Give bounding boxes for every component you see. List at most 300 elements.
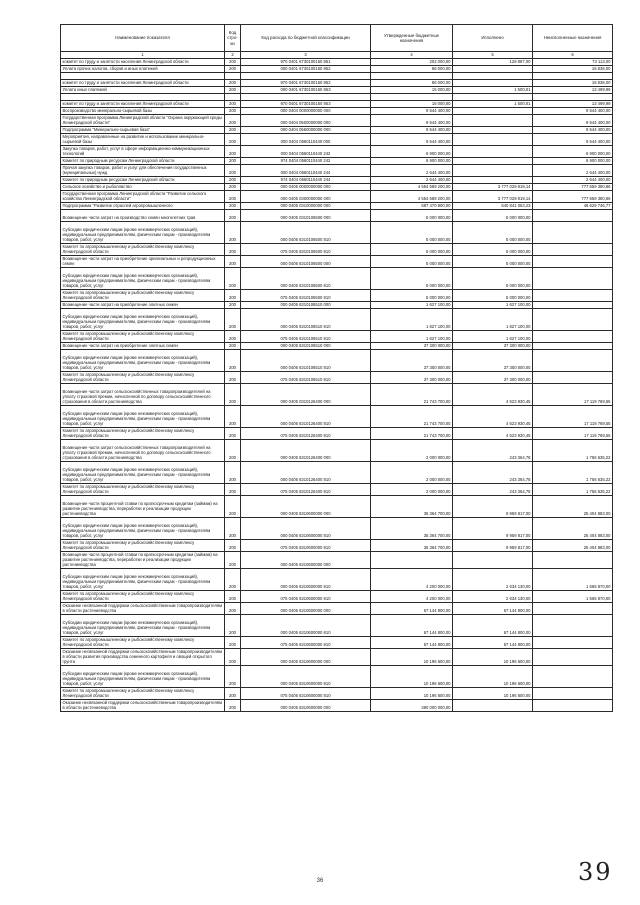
row-executed-cell (453, 127, 533, 134)
row-budget-code-cell: 075 0405 6310106500 810 (241, 244, 371, 256)
row-budget-code-cell: 970 0401 6730100150 853 (241, 101, 371, 108)
row-unexecuted-cell: 2 644 400,00 (533, 177, 613, 184)
row-approved-cell (371, 552, 453, 569)
row-budget-code-cell: 000 0405 6310600000 000 (241, 603, 371, 615)
row-executed-cell: 4 623 930,45 (453, 428, 533, 440)
table-row (61, 268, 613, 290)
row-unexecuted-cell: 9 544 400,00 (533, 108, 613, 115)
row-line-code-cell: 200 (225, 591, 241, 603)
row-executed-cell: 2 634 130,00 (453, 569, 533, 591)
row-executed-cell (453, 134, 533, 146)
row-line-code-cell: 200 (225, 688, 241, 700)
row-budget-code-cell: 000 0404 0500000000 000 (241, 115, 371, 127)
row-name-cell: Мероприятия, направленные на развитие и использование минерально-сырьевой базы (61, 134, 225, 146)
row-name-cell: Субсидии юридическим лицам (кроме некоммерческих организаций), индивидуальным предпринимателям, физическим лицам - производителям товаров, работ, услуг (61, 350, 225, 372)
row-unexecuted-cell: 2 644 400,00 (533, 165, 613, 177)
table-row (61, 518, 613, 540)
row-name-cell: комитет по труду и занятости населения Ленинградской области (61, 80, 225, 87)
row-name-cell: Уплата иных платежей (61, 87, 225, 94)
row-budget-code-cell: 000 0405 6310106510 000 (241, 343, 371, 350)
table-row (61, 165, 613, 177)
row-name-cell: Комитет по агропромышленному и рыбохозяйственному комплексу Ленинградской области (61, 372, 225, 384)
row-unexecuted-cell (533, 637, 613, 649)
row-approved-cell: 86 000,00 (371, 80, 453, 87)
row-unexecuted-cell: 13 499,99 (533, 87, 613, 94)
row-name-cell: Субсидии юридическим лицам (кроме некоммерческих организаций), индивидуальным предпринимателям, физическим лицам - производителям товаров, работ, услуг (61, 462, 225, 484)
row-budget-code-cell: 000 0405 0310126400 000 (241, 384, 371, 406)
row-approved-cell: 67 144 800,00 (371, 603, 453, 615)
header-executed: Исполнено (453, 25, 533, 52)
row-budget-code-cell (241, 94, 371, 101)
row-line-code-cell: 200 (225, 700, 241, 712)
row-approved-cell: 9 544 400,00 (371, 134, 453, 146)
row-budget-code-cell: 075 0405 6310600000 810 (241, 540, 371, 552)
table-row (61, 688, 613, 700)
row-unexecuted-cell (533, 700, 613, 712)
row-executed-cell (453, 80, 533, 87)
row-name-cell: комитет по труду и занятости населения Ленинградской области (61, 101, 225, 108)
row-name-cell: Комитет по агропромышленному и рыбохозяйственному комплексу Ленинградской области (61, 244, 225, 256)
row-unexecuted-cell: 16 836,00 (533, 80, 613, 87)
row-name-cell: Оказание несвязанной поддержки сельскохозяйственным товаропроизводителям в области растениеводства (61, 603, 225, 615)
row-line-code-cell: 200 (225, 666, 241, 688)
row-approved-cell: 6 900 000,00 (371, 146, 453, 158)
table-row (61, 73, 613, 80)
row-budget-code-cell: 000 0405 6310600000 000 (241, 552, 371, 569)
row-approved-cell: 10 196 600,00 (371, 666, 453, 688)
row-unexecuted-cell: 777 659 380,86 (533, 184, 613, 191)
row-unexecuted-cell (533, 222, 613, 244)
row-name-cell: Подпрограмма "Развитие отраслей агропромышленного (61, 203, 225, 210)
row-line-code-cell: 200 (225, 496, 241, 518)
row-approved-cell (371, 73, 453, 80)
row-executed-cell: 1 500,01 (453, 87, 533, 94)
row-unexecuted-cell: 1 756 635,22 (533, 462, 613, 484)
row-line-code-cell: 200 (225, 101, 241, 108)
row-unexecuted-cell (533, 94, 613, 101)
row-unexecuted-cell (533, 73, 613, 80)
row-name-cell: Возмещение части затрат сельскохозяйственных товаропроизводителей на уплату страховой премии, начисленной по договору сельскохозяйственного страхования в области растениеводства (61, 440, 225, 462)
row-line-code-cell: 200 (225, 440, 241, 462)
row-budget-code-cell: 000 0405 6310600000 810 (241, 615, 371, 637)
row-budget-code-cell: 000 0404 0000000000 000 (241, 108, 371, 115)
row-line-code-cell: 200 (225, 637, 241, 649)
row-approved-cell: 4 200 000,00 (371, 569, 453, 591)
row-approved-cell: 35 364 700,00 (371, 496, 453, 518)
row-approved-cell: 6 900 000,00 (371, 158, 453, 165)
row-budget-code-cell: 000 0405 6310126400 810 (241, 406, 371, 428)
row-unexecuted-cell: 17 119 769,55 (533, 428, 613, 440)
row-approved-cell: 587 470 800,00 (371, 203, 453, 210)
table-row (61, 343, 613, 350)
row-line-code-cell: 200 (225, 569, 241, 591)
table-row (61, 484, 613, 496)
row-unexecuted-cell: 9 544 400,00 (533, 115, 613, 127)
row-unexecuted-cell (533, 372, 613, 384)
row-unexecuted-cell: 6 900 000,00 (533, 146, 613, 158)
row-name-cell: Возмещение части затрат на приобретение элитных семян (61, 302, 225, 309)
row-approved-cell: 15 000,00 (371, 87, 453, 94)
header-line-code: Код стро-ки (225, 25, 241, 52)
row-budget-code-cell: 075 0405 6310600000 810 (241, 637, 371, 649)
row-approved-cell: 21 743 700,00 (371, 428, 453, 440)
row-unexecuted-cell (533, 615, 613, 637)
column-index: 4 (371, 52, 453, 59)
row-name-cell: Возмещение части затрат сельскохозяйственных товаропроизводителей на уплату страховой премии, начисленной по договору сельскохозяйственного страхования в области растениеводства (61, 384, 225, 406)
table-row (61, 101, 613, 108)
table-row (61, 115, 613, 127)
table-row (61, 66, 613, 73)
row-line-code-cell: 200 (225, 331, 241, 343)
row-approved-cell: 2 000 000,00 (371, 484, 453, 496)
row-name-cell: Государственная программа Ленинградской области "Охрана окружающей среды Ленинградской области" (61, 115, 225, 127)
row-line-code-cell: 200 (225, 615, 241, 637)
row-line-code-cell: 200 (225, 290, 241, 302)
row-name-cell: Государственная программа Ленинградской области "Развитие сельского хозяйства Ленинградской области" (61, 191, 225, 203)
row-unexecuted-cell (533, 290, 613, 302)
row-line-code-cell: 200 (225, 603, 241, 615)
row-executed-cell (453, 94, 533, 101)
row-name-cell (61, 94, 225, 101)
row-executed-cell (453, 66, 533, 73)
row-name-cell: Оказание несвязанной поддержки сельскохозяйственным товаропроизводителям в области развития производства семенного картофеля и овощей открытого грунта (61, 649, 225, 666)
row-name-cell: Оказание несвязанной поддержки сельскохозяйственным товаропроизводителям в области растениеводства (61, 700, 225, 712)
budget-execution-table (60, 24, 613, 712)
table-row (61, 372, 613, 384)
row-unexecuted-cell: 1 565 870,00 (533, 591, 613, 603)
row-budget-code-cell: 000 0405 6310600000 000 (241, 649, 371, 666)
table-row (61, 127, 613, 134)
row-name-cell: Субсидии юридическим лицам (кроме некоммерческих организаций), индивидуальным предпринимателям, физическим лицам - производителям товаров, работ, услуг (61, 615, 225, 637)
row-budget-code-cell: 000 0404 0560110440 244 (241, 165, 371, 177)
table-row (61, 290, 613, 302)
row-executed-cell: 2 634 130,00 (453, 591, 533, 603)
table-row (61, 384, 613, 406)
header-budget-classification-code: Код расхода по бюджетной классификации (241, 25, 371, 52)
row-budget-code-cell: 000 0404 0560110440 000 (241, 134, 371, 146)
row-approved-cell: 15 000,00 (371, 101, 453, 108)
table-row (61, 59, 613, 66)
row-budget-code-cell: 000 0405 0000000000 000 (241, 184, 371, 191)
table-row (61, 603, 613, 615)
row-unexecuted-cell (533, 256, 613, 268)
row-executed-cell: 243 364,78 (453, 440, 533, 462)
row-unexecuted-cell: 1 756 635,22 (533, 440, 613, 462)
row-name-cell: Сельское хозяйство и рыболовство (61, 184, 225, 191)
row-executed-cell: 3 777 029 819,14 (453, 184, 533, 191)
row-budget-code-cell: 000 0405 6310106510 810 (241, 350, 371, 372)
row-line-code-cell: 200 (225, 244, 241, 256)
row-approved-cell: 10 196 600,00 (371, 649, 453, 666)
table-body (61, 59, 613, 712)
row-approved-cell: 390 000 000,00 (371, 700, 453, 712)
row-budget-code-cell: 000 0405 0310106500 000 (241, 210, 371, 222)
row-name-cell: Подпрограмма "Минерально-сырьевая база" (61, 127, 225, 134)
row-line-code-cell: 200 (225, 350, 241, 372)
row-approved-cell: 5 000 000,00 (371, 244, 453, 256)
table-row (61, 210, 613, 222)
row-approved-cell: 37 300 000,00 (371, 372, 453, 384)
row-line-code-cell: 200 (225, 222, 241, 244)
table-row (61, 591, 613, 603)
row-unexecuted-cell (533, 268, 613, 290)
row-executed-cell: 5 000 000,00 (453, 290, 533, 302)
column-index: 1 (61, 52, 225, 59)
row-unexecuted-cell: 9 544 400,00 (533, 127, 613, 134)
row-unexecuted-cell (533, 649, 613, 666)
row-executed-cell: 243 364,78 (453, 462, 533, 484)
row-budget-code-cell: 000 0401 6730100150 853 (241, 87, 371, 94)
row-budget-code-cell: 075 0405 6310600000 810 (241, 688, 371, 700)
table-row (61, 87, 613, 94)
row-budget-code-cell: 075 0405 6310106510 810 (241, 372, 371, 384)
row-name-cell: Комитет по природным ресурсам Ленинградской области (61, 158, 225, 165)
row-budget-code-cell: 075 0405 6310126400 810 (241, 484, 371, 496)
row-approved-cell: 5 000 000,00 (371, 268, 453, 290)
row-executed-cell: 243 364,78 (453, 484, 533, 496)
row-unexecuted-cell: 6 900 000,00 (533, 158, 613, 165)
column-index: 3 (241, 52, 371, 59)
row-approved-cell: 5 000 000,00 (371, 222, 453, 244)
row-budget-code-cell: 000 0405 6310600000 000 (241, 700, 371, 712)
row-approved-cell: 10 196 600,00 (371, 688, 453, 700)
page-number: 36 (316, 878, 324, 884)
row-line-code-cell: 200 (225, 406, 241, 428)
row-executed-cell: 5 000 000,00 (453, 244, 533, 256)
row-line-code-cell: 200 (225, 268, 241, 290)
row-budget-code-cell: 000 0405 6310106500 810 (241, 268, 371, 290)
row-executed-cell: 9 959 817,00 (453, 496, 533, 518)
row-approved-cell: 67 144 800,00 (371, 637, 453, 649)
row-line-code-cell: 200 (225, 203, 241, 210)
row-budget-code-cell: 075 0405 6310106500 810 (241, 290, 371, 302)
header-approved: Утвержденные бюджетные назначения (371, 25, 453, 52)
row-unexecuted-cell (533, 343, 613, 350)
table-row (61, 637, 613, 649)
row-executed-cell: 9 959 817,00 (453, 540, 533, 552)
row-budget-code-cell: 000 0404 0560000000 000 (241, 127, 371, 134)
table-row (61, 256, 613, 268)
row-budget-code-cell: 974 0404 0560110440 242 (241, 158, 371, 165)
table-row (61, 540, 613, 552)
row-name-cell: Комитет по агропромышленному и рыбохозяйственному комплексу Ленинградской области (61, 290, 225, 302)
table-row (61, 666, 613, 688)
table-row (61, 569, 613, 591)
row-name-cell: Комитет по агропромышленному и рыбохозяйственному комплексу Ленинградской области (61, 637, 225, 649)
row-unexecuted-cell (533, 552, 613, 569)
row-name-cell: Комитет по агропромышленному и рыбохозяйственному комплексу Ленинградской области (61, 540, 225, 552)
row-approved-cell: 9 544 400,00 (371, 115, 453, 127)
row-budget-code-cell: 000 0405 6310126400 000 (241, 440, 371, 462)
row-name-cell: Возмещение части затрат на приобретение оригинальных и репродукционных семян (61, 256, 225, 268)
row-executed-cell (453, 700, 533, 712)
row-budget-code-cell: 000 0405 6310600000 000 (241, 496, 371, 518)
row-name-cell: Субсидии юридическим лицам (кроме некоммерческих организаций), индивидуальным предпринимателям, физическим лицам - производителям товаров, работ, услуг (61, 518, 225, 540)
row-line-code-cell: 200 (225, 484, 241, 496)
table-row (61, 428, 613, 440)
row-line-code-cell: 200 (225, 87, 241, 94)
table-row (61, 177, 613, 184)
row-unexecuted-cell: 16 836,00 (533, 66, 613, 73)
row-approved-cell: 9 544 400,00 (371, 127, 453, 134)
table-row (61, 203, 613, 210)
row-unexecuted-cell: 25 404 883,00 (533, 540, 613, 552)
table-row (61, 146, 613, 158)
header-name: Наименование показателя (61, 25, 225, 52)
row-approved-cell: 1 627 100,00 (371, 331, 453, 343)
row-approved-cell: 4 554 689 200,00 (371, 184, 453, 191)
row-budget-code-cell: 000 0405 6310600000 810 (241, 666, 371, 688)
row-approved-cell: 5 000 000,00 (371, 256, 453, 268)
row-budget-code-cell: 075 0405 6310126400 810 (241, 428, 371, 440)
table-row (61, 134, 613, 146)
row-executed-cell: 540 841 053,23 (453, 203, 533, 210)
row-approved-cell: 1 627 100,00 (371, 302, 453, 309)
row-unexecuted-cell: 17 119 769,55 (533, 406, 613, 428)
row-executed-cell (453, 177, 533, 184)
row-name-cell: Возмещение части процентной ставки по краткосрочным кредитам (займам) на развитие растениеводства, переработки и реализации продукции растениеводства (61, 552, 225, 569)
table-row (61, 350, 613, 372)
row-executed-cell (453, 73, 533, 80)
row-executed-cell: 37 300 000,00 (453, 343, 533, 350)
row-unexecuted-cell (533, 603, 613, 615)
row-budget-code-cell: 974 0404 0560110440 244 (241, 177, 371, 184)
row-line-code-cell: 200 (225, 59, 241, 66)
column-index: 2 (225, 52, 241, 59)
row-budget-code-cell: 970 0401 6730100150 851 (241, 59, 371, 66)
row-budget-code-cell: 075 0405 6310600000 810 (241, 591, 371, 603)
row-line-code-cell: 200 (225, 428, 241, 440)
row-executed-cell: 9 959 817,00 (453, 518, 533, 540)
row-budget-code-cell: 000 0405 6310106500 000 (241, 256, 371, 268)
row-unexecuted-cell: 1 565 870,00 (533, 569, 613, 591)
row-executed-cell: 4 623 930,45 (453, 384, 533, 406)
row-unexecuted-cell (533, 302, 613, 309)
row-line-code-cell: 200 (225, 134, 241, 146)
row-budget-code-cell: 000 0405 6310106510 810 (241, 309, 371, 331)
row-executed-cell: 128 887,00 (453, 59, 533, 66)
row-executed-cell: 1 627 100,00 (453, 302, 533, 309)
row-approved-cell: 21 743 700,00 (371, 406, 453, 428)
row-approved-cell: 4 554 689 200,00 (371, 191, 453, 203)
row-approved-cell: 86 000,00 (371, 66, 453, 73)
table-row (61, 302, 613, 309)
row-line-code-cell: 200 (225, 127, 241, 134)
table-row (61, 496, 613, 518)
row-budget-code-cell: 000 0405 6310106500 810 (241, 222, 371, 244)
row-name-cell: Субсидии юридическим лицам (кроме некоммерческих организаций), индивидуальным предпринимателям, физическим лицам - производителям товаров, работ, услуг (61, 406, 225, 428)
row-line-code-cell: 200 (225, 302, 241, 309)
row-name-cell: Комитет по агропромышленному и рыбохозяйственному комплексу Ленинградской области (61, 591, 225, 603)
table-row (61, 552, 613, 569)
row-approved-cell: 4 200 000,00 (371, 591, 453, 603)
row-approved-cell: 1 627 100,00 (371, 309, 453, 331)
row-executed-cell: 10 196 600,00 (453, 666, 533, 688)
row-executed-cell (453, 165, 533, 177)
row-unexecuted-cell (533, 331, 613, 343)
row-name-cell (61, 73, 225, 80)
row-unexecuted-cell: 46 629 746,77 (533, 203, 613, 210)
table-row (61, 158, 613, 165)
row-line-code-cell: 200 (225, 191, 241, 203)
row-approved-cell: 2 000 000,00 (371, 462, 453, 484)
row-line-code-cell: 200 (225, 108, 241, 115)
row-name-cell: Закупка товаров, работ, услуг в сфере информационно-коммуникационных технологий (61, 146, 225, 158)
row-executed-cell: 3 777 029 819,14 (453, 191, 533, 203)
row-executed-cell: 1 627 100,00 (453, 309, 533, 331)
row-executed-cell (453, 146, 533, 158)
table-row (61, 462, 613, 484)
row-unexecuted-cell: 777 659 380,86 (533, 191, 613, 203)
row-approved-cell: 37 300 000,00 (371, 350, 453, 372)
table-row (61, 184, 613, 191)
row-name-cell: Прочая закупка товаров, работ и услуг для обеспечения государственных (муниципальных) нужд (61, 165, 225, 177)
row-line-code-cell: 200 (225, 210, 241, 222)
row-unexecuted-cell: 25 404 883,00 (533, 496, 613, 518)
row-unexecuted-cell: 9 544 400,00 (533, 134, 613, 146)
row-unexecuted-cell: 25 404 883,00 (533, 518, 613, 540)
row-name-cell: Возмещение части процентной ставки по краткосрочным кредитам (займам) на развитие растениеводства, переработки и реализации продукции растениеводства (61, 496, 225, 518)
table-row (61, 244, 613, 256)
row-unexecuted-cell (533, 309, 613, 331)
row-unexecuted-cell: 17 119 769,55 (533, 384, 613, 406)
row-budget-code-cell: 000 0405 6310106510 000 (241, 302, 371, 309)
table-row (61, 80, 613, 87)
table-row (61, 406, 613, 428)
row-line-code-cell: 200 (225, 462, 241, 484)
table-row (61, 94, 613, 101)
row-line-code-cell: 200 (225, 66, 241, 73)
row-line-code-cell: 200 (225, 184, 241, 191)
row-name-cell: комитет по труду и занятости населения Ленинградской области (61, 59, 225, 66)
row-line-code-cell: 200 (225, 256, 241, 268)
row-unexecuted-cell: 73 113,00 (533, 59, 613, 66)
row-name-cell: Комитет по агропромышленному и рыбохозяйственному комплексу Ленинградской области (61, 428, 225, 440)
row-executed-cell: 37 300 000,00 (453, 372, 533, 384)
row-executed-cell: 5 000 000,00 (453, 222, 533, 244)
row-approved-cell: 2 000 000,00 (371, 440, 453, 462)
row-executed-cell: 67 144 800,00 (453, 637, 533, 649)
row-unexecuted-cell (533, 210, 613, 222)
row-budget-code-cell: 000 0405 6310600000 810 (241, 518, 371, 540)
table-row (61, 222, 613, 244)
row-line-code-cell: 200 (225, 552, 241, 569)
row-budget-code-cell: 000 0405 0310000000 000 (241, 203, 371, 210)
row-executed-cell (453, 158, 533, 165)
row-name-cell: Комитет по агропромышленному и рыбохозяйственному комплексу Ленинградской области (61, 688, 225, 700)
row-approved-cell: 2 644 400,00 (371, 177, 453, 184)
row-approved-cell: 21 743 700,00 (371, 384, 453, 406)
row-approved-cell: 5 000 000,00 (371, 290, 453, 302)
row-executed-cell: 5 000 000,00 (453, 256, 533, 268)
row-unexecuted-cell (533, 350, 613, 372)
column-index: 5 (453, 52, 533, 59)
row-executed-cell (453, 115, 533, 127)
row-executed-cell: 67 144 800,00 (453, 615, 533, 637)
table-row (61, 700, 613, 712)
row-executed-cell: 67 144 800,00 (453, 603, 533, 615)
table-row (61, 615, 613, 637)
row-approved-cell: 35 364 700,00 (371, 540, 453, 552)
row-budget-code-cell: 970 0401 6730100150 852 (241, 80, 371, 87)
row-executed-cell: 4 623 930,45 (453, 406, 533, 428)
table-row (61, 440, 613, 462)
row-line-code-cell (225, 73, 241, 80)
table-row (61, 649, 613, 666)
row-budget-code-cell: 000 0404 0560110440 242 (241, 146, 371, 158)
row-executed-cell: 1 627 100,00 (453, 331, 533, 343)
row-approved-cell: 2 644 400,00 (371, 165, 453, 177)
